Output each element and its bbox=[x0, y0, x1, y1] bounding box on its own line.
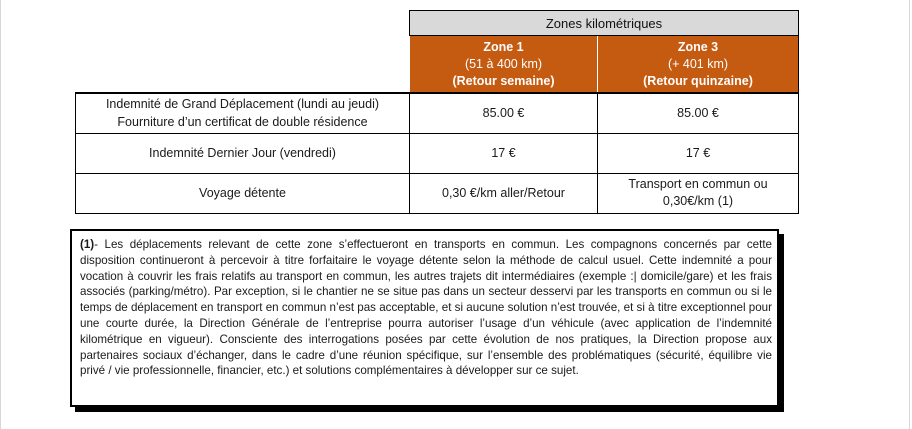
zone-1-value: 17 € bbox=[410, 133, 598, 173]
zone-3-value: 85.00 € bbox=[598, 93, 799, 133]
zone-1-return: (Retour semaine) bbox=[452, 73, 555, 88]
zone-3-value-line: 0,30€/km (1) bbox=[662, 194, 734, 208]
page-edge-left bbox=[0, 0, 1, 429]
zone-1-name: Zone 1 bbox=[483, 39, 524, 54]
zone-1-header bbox=[410, 36, 598, 94]
row-label: Indemnité Dernier Jour (vendredi) bbox=[76, 133, 410, 173]
table-row bbox=[76, 93, 799, 133]
row-label-line: Fourniture d’un certificat de double résidence bbox=[117, 115, 368, 130]
row-label: Voyage détente bbox=[76, 173, 410, 213]
footnote-box bbox=[70, 229, 779, 407]
table-row bbox=[76, 133, 799, 173]
zone-1-range: (51 à 400 km) bbox=[464, 56, 543, 71]
zone-3-value: 17 € bbox=[598, 133, 799, 173]
zone-3-value bbox=[598, 173, 799, 213]
zone-3-name: Zone 3 bbox=[677, 39, 719, 54]
table-corner-empty-2 bbox=[76, 36, 410, 94]
zone-3-range: (+ 401 km) bbox=[667, 56, 729, 71]
zone-3-return: (Retour quinzaine) bbox=[643, 73, 753, 88]
row-label-line: Indemnité de Grand Déplacement (lundi au jeudi) bbox=[105, 97, 380, 112]
table-corner-empty bbox=[76, 11, 410, 36]
row-label bbox=[76, 93, 410, 133]
zone-1-value: 85.00 € bbox=[410, 93, 598, 133]
footnote-text: - Les déplacements relevant de cette zone s’effectueront en transports en commun. Les compagnons concernés par cette disposition continueront à percevoir à titre forfaitaire le voyage détente selon la méthode de calcul usuel. Cette indemnité a pour vocation à couvrir les frais relatifs au transport en commun, les autres trajets dit intermédiaires (exemple :| domicile/gare) et les frais associés (parking/métro). Par exception, si le chantier ne se situe pas dans un secteur desservi par les transports en commun ou si le temps de déplacement en transport en commun n’est pas acceptable, et si aucune solution n’est trouvée, et si à titre exceptionnel pour une courte durée, la Direction Générale de l’entreprise pourra autoriser l’usage d’un véhicule (avec application de l’indemnité kilométrique en vigueur). Consciente des interrogations posées par cette évolution de nos pratiques, la Direction propose aux partenaires sociaux d’échanger, dans le cadre d’une réunion spécifique, sur l’ensemble des problématiques (sécurité, équilibre vie privé / vie professionnelle, financier, etc.) et solutions complémentaires à développer sur ce sujet. bbox=[80, 238, 772, 378]
zone-3-value-line: Transport en commun ou bbox=[628, 177, 768, 191]
zone-1-value: 0,30 €/km aller/Retour bbox=[410, 173, 598, 213]
zones-header: Zones kilométriques bbox=[410, 11, 799, 36]
footnote-marker: (1) bbox=[80, 238, 95, 251]
page-edge-right bbox=[909, 0, 910, 429]
zone-3-header bbox=[598, 36, 799, 94]
table-row bbox=[76, 173, 799, 213]
allowance-table bbox=[75, 10, 799, 214]
